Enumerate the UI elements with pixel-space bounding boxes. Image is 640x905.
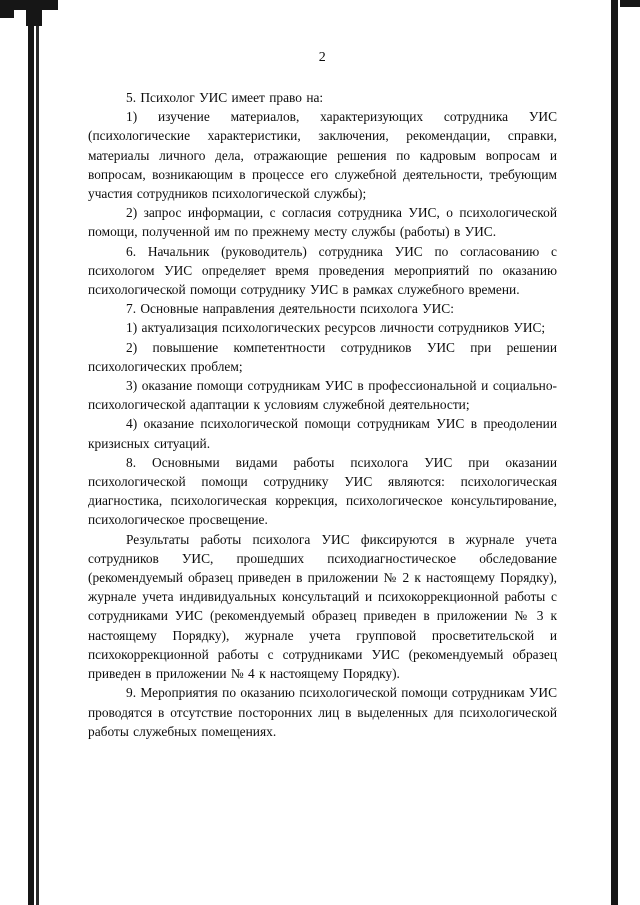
paragraph-point-7: 7. Основные направления деятельности психолога УИС: (126, 301, 454, 317)
document-body (88, 88, 557, 741)
paragraph-point-7-sub-2: 2) повышение компетентности сотрудников УИС при решении психологических проблем; (88, 339, 557, 374)
scan-artifact-top-left-corner (0, 0, 14, 18)
scan-artifact-left-bar (28, 0, 34, 905)
paragraph-point-7-sub-3: 3) оказание помощи сотрудникам УИС в профессиональной и социально-психологической адаптации к условиям служебной деятельности; (88, 378, 557, 413)
paragraph-point-8: 8. Основными видами работы психолога УИС при оказании психологической помощи сотруднику УИС являются: психологическая диагностика, психологическая коррекция, психологическое консультирование, психологическое просвещение. (88, 454, 557, 528)
paragraph-point-9: 9. Мероприятия по оказанию психологической помощи сотрудникам УИС проводятся в отсутствие посторонних лиц в выделенных для психологической работы служебных помещениях. (88, 685, 557, 739)
paragraph-point-7-sub-4: 4) оказание психологической помощи сотрудникам УИС в преодолении кризисных ситуаций. (88, 416, 557, 451)
scan-artifact-top-right-blob (620, 0, 640, 7)
paragraph-point-5-sub-1: 1) изучение материалов, характеризующих сотрудника УИС (психологические характеристики, заключения, рекомендации, справки, материалы личного дела, отражающие решения по кадровым вопросам и вопросам, возникающим в процессе его служебной деятельности, требующим участия сотрудников психологической службы); (88, 109, 557, 202)
scan-artifact-right-bar (611, 0, 618, 905)
paragraph-point-8-cont: Результаты работы психолога УИС фиксируются в журнале учета сотрудников УИС, прошедших психодиагностическое обследование (рекомендуемый образец приведен в приложении № 2 к настоящему Порядку), журнале учета индивидуальных консультаций и психокоррекционной работы с сотрудниками УИС (рекомендуемый образец приведен в приложении № 3 к настоящему Порядку), журнале учета групповой просветительской и психокоррекционной работы с сотрудниками УИС (рекомендуемый образец приведен в приложении № 4 к настоящему Порядку). (88, 531, 557, 682)
scan-artifact-left-bar-inner (36, 0, 39, 905)
paragraph-point-5-sub-2: 2) запрос информации, с согласия сотрудника УИС, о психологической помощи, полученной им по прежнему месту службы (работы) в УИС. (88, 205, 557, 240)
paragraph-point-5: 5. Психолог УИС имеет право на: (126, 90, 324, 105)
paragraph-point-7-sub-1: 1) актуализация психологических ресурсов личности сотрудников УИС; (126, 320, 546, 336)
page-number: 2 (318, 50, 327, 65)
paragraph-point-6: 6. Начальник (руководитель) сотрудника УИС по согласованию с психологом УИС определяет время проведения мероприятий по оказанию психологической помощи сотруднику УИС в рамках служебного времени. (88, 243, 557, 298)
